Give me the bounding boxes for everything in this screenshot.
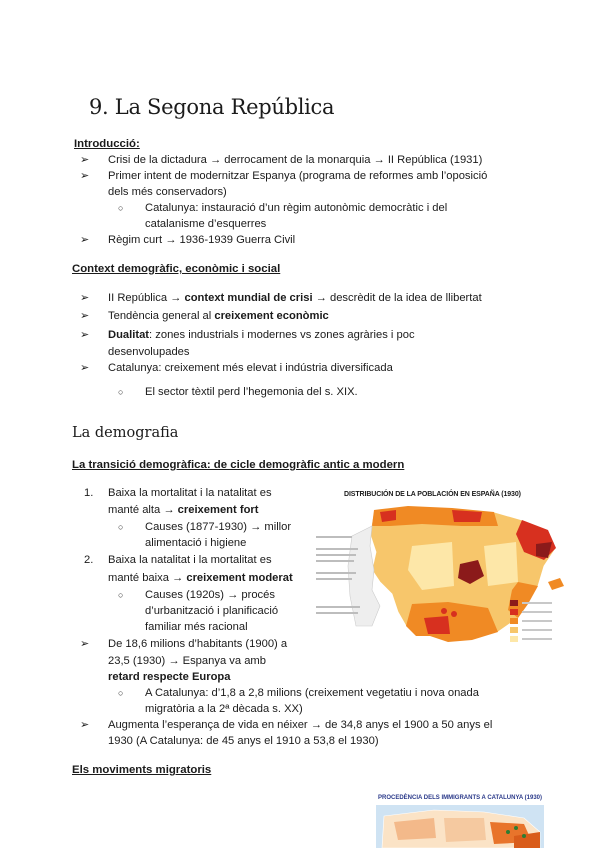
intro-heading: Introducció: <box>74 138 140 150</box>
page-title: 9. La Segona República <box>89 95 335 119</box>
info-line <box>316 606 360 608</box>
arrow-bullet-icon: ➢ <box>80 234 90 246</box>
population-map <box>312 486 570 656</box>
arrow-bullet-icon: ➢ <box>80 362 90 374</box>
legend-line <box>522 620 552 622</box>
arrow-bullet-icon: ➢ <box>80 638 90 650</box>
circle-bullet-icon: ○ <box>118 522 124 532</box>
arrow-bullet-icon: ➢ <box>80 719 90 731</box>
circle-bullet-icon: ○ <box>118 203 124 213</box>
demo-subitem: A Catalunya: d’1,8 a 2,8 milions (creixement vegetatiu i nova onada <box>145 687 479 699</box>
legend-line <box>522 602 552 604</box>
demo-subitem: Causes (1920s) → procés <box>145 589 275 601</box>
arrow-bullet-icon: ➢ <box>80 310 90 322</box>
demo-item: retard respecte Europa <box>108 671 231 683</box>
info-line <box>316 572 356 574</box>
context-item: II República → context mundial de crisi → descrèdit de la idea de llibertat <box>108 292 482 304</box>
context-subitem: El sector tèxtil perd l’hegemonia del s. XIX. <box>145 386 358 398</box>
circle-bullet-icon: ○ <box>118 387 124 397</box>
intro-subitem: catalanisme d’esquerres <box>145 218 267 230</box>
info-line <box>316 560 354 562</box>
legend-line <box>522 611 552 613</box>
arrow-bullet-icon: ➢ <box>80 170 90 182</box>
demo-subitem: familiar més racional <box>145 621 248 633</box>
section-subtitle: La demografia <box>72 425 179 441</box>
legend-swatch <box>510 600 518 606</box>
immigration-map <box>374 792 548 848</box>
arrow-bullet-icon: ➢ <box>80 292 90 304</box>
circle-bullet-icon: ○ <box>118 590 124 600</box>
info-line <box>316 548 358 550</box>
list-number: 1. <box>84 487 94 499</box>
intro-item: Règim curt → 1936-1939 Guerra Civil <box>108 234 296 246</box>
transition-heading: La transició demogràfica: de cicle demogràfic antic a modern <box>72 459 405 471</box>
context-item: Tendència general al creixement econòmic <box>108 310 329 322</box>
demo-item: Baixa la natalitat i la mortalitat es <box>108 554 272 566</box>
info-line <box>316 578 352 580</box>
circle-bullet-icon: ○ <box>118 688 124 698</box>
legend-swatch <box>510 636 518 642</box>
legend-swatch <box>510 609 518 615</box>
demo-subitem: d’urbanització i planificació <box>145 605 279 617</box>
demo-item: Baixa la mortalitat i la natalitat es <box>108 487 272 499</box>
context-item: Catalunya: creixement més elevat i indústria diversificada <box>108 362 393 374</box>
context-heading: Context demogràfic, econòmic i social <box>72 263 281 275</box>
demo-item: manté baixa → creixement moderat <box>108 572 293 584</box>
demo-item: manté alta → creixement fort <box>108 504 259 516</box>
info-line <box>316 612 358 614</box>
demo-subitem: Causes (1877-1930) → millor <box>145 521 292 533</box>
immigration-map-title: PROCEDÈNCIA DELS IMMIGRANTS A CATALUNYA (1930) <box>378 795 543 801</box>
migration-heading: Els moviments migratoris <box>72 764 212 776</box>
intro-item: Primer intent de modernitzar Espanya (programa de reformes amb l’oposició <box>108 170 488 182</box>
legend-swatch <box>510 618 518 624</box>
legend-line <box>522 638 552 640</box>
intro-subitem: Catalunya: instauració d’un règim autonòmic democràtic i del <box>145 202 448 214</box>
immigration-map-graphic <box>374 792 548 848</box>
demo-subitem: alimentació i higiene <box>145 537 247 549</box>
arrow-bullet-icon: ➢ <box>80 329 90 341</box>
arrow-bullet-icon: ➢ <box>80 154 90 166</box>
population-map-title: DISTRIBUCIÓN DE LA POBLACIÓN EN ESPAÑA (1930) <box>344 491 521 498</box>
list-number: 2. <box>84 554 94 566</box>
legend-swatch <box>510 627 518 633</box>
demo-subitem: migratòria a la 2ª dècada s. XX) <box>145 703 303 715</box>
legend-line <box>522 629 552 631</box>
intro-item: dels més conservadors) <box>108 186 227 198</box>
demo-item: 23,5 (1930) → Espanya va amb <box>108 655 266 667</box>
demo-item: De 18,6 milions d’habitants (1900) a <box>108 638 288 650</box>
demo-item: Augmenta l’esperança de vida en néixer → de 34,8 anys el 1900 a 50 anys el <box>108 719 493 731</box>
info-line <box>316 536 352 538</box>
intro-item: Crisi de la dictadura → derrocament de la monarquia → II República (1931) <box>108 154 483 166</box>
info-line <box>316 554 356 556</box>
context-item: desenvolupades <box>108 346 190 358</box>
demo-item: 1930 (A Catalunya: de 45 anys el 1910 a 53,8 el 1930) <box>108 735 379 747</box>
context-item: Dualitat: zones industrials i modernes vs zones agràries i poc <box>108 329 415 341</box>
